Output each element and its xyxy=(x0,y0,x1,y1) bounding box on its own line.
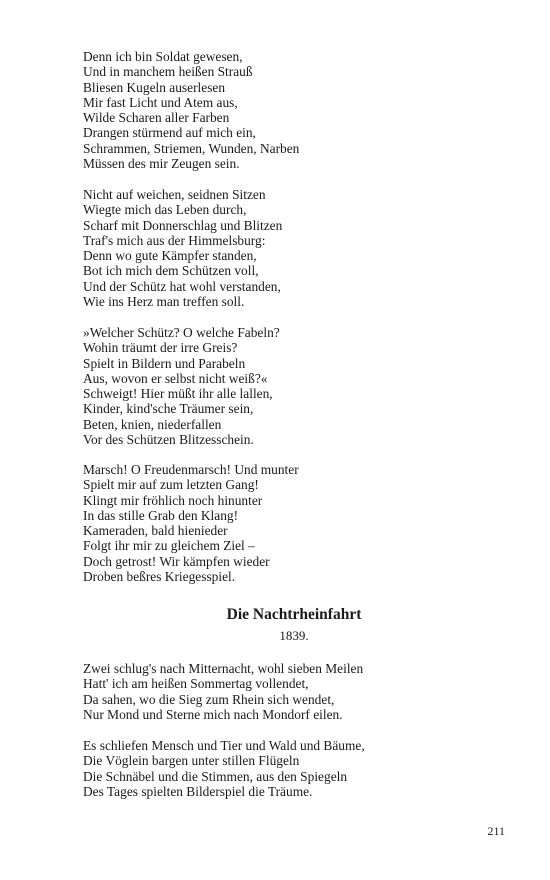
poem-title: Die Nachtrheinfahrt xyxy=(226,606,362,623)
verse-line: Marsch! O Freudenmarsch! Und munter xyxy=(83,462,299,477)
verse-line: Schrammen, Striemen, Wunden, Narben xyxy=(83,140,300,156)
verse-line: Und der Schütz hat wohl verstanden, xyxy=(83,278,281,294)
stanza xyxy=(83,738,513,799)
verse-line: Kameraden, bald hienieder xyxy=(83,523,228,539)
verse-line: Bliesen Kugeln auserlesen xyxy=(83,79,226,95)
verse-line: Und in manchem heißen Strauß xyxy=(83,64,253,80)
verse-line: Wohin träumt der irre Greis? xyxy=(83,340,238,356)
verse-line: Droben beßres Kriegesspiel. xyxy=(83,569,236,585)
stanza xyxy=(83,325,513,447)
verse-line: Denn wo gute Kämpfer standen, xyxy=(83,248,257,264)
verse-line: Scharf mit Donnerschlag und Blitzen xyxy=(83,217,283,233)
verse-line: Bot ich mich dem Schützen voll, xyxy=(83,263,259,279)
verse-line: Zwei schlug's nach Mitternacht, wohl sieben Meilen xyxy=(83,661,364,676)
verse-line: Folgt ihr mir zu gleichem Ziel – xyxy=(83,538,255,554)
verse-line: Beten, knien, niederfallen xyxy=(83,416,222,432)
stanza xyxy=(83,187,513,309)
verse-line: Da sahen, wo die Sieg zum Rhein sich wendet, xyxy=(83,691,335,707)
verse-line: Vor des Schützen Blitzesschein. xyxy=(83,432,254,448)
verse-line: Nicht auf weichen, seidnen Sitzen xyxy=(83,187,266,202)
stanza xyxy=(83,661,513,722)
stanza xyxy=(83,49,513,171)
verse-line: Mir fast Licht und Atem aus, xyxy=(83,94,238,110)
verse-line: Wie ins Herz man treffen soll. xyxy=(83,294,245,310)
verse-line: »Welcher Schütz? O welche Fabeln? xyxy=(83,325,280,340)
verse-line: Spielt in Bildern und Parabeln xyxy=(83,355,246,371)
verse-line: Die Schnäbel und die Stimmen, aus den Spiegeln xyxy=(83,768,348,784)
verse-line: Wiegte mich das Leben durch, xyxy=(83,202,247,218)
poem-year: 1839. xyxy=(279,628,309,643)
verse-line: Des Tages spielten Bilderspiel die Träume. xyxy=(83,783,313,799)
verse-line: Klingt mir fröhlich noch hinunter xyxy=(83,492,263,508)
verse-line: Traf's mich aus der Himmelsburg: xyxy=(83,232,266,248)
page-number: 211 xyxy=(487,824,505,838)
verse-line: Doch getrost! Wir kämpfen wieder xyxy=(83,553,270,569)
verse-line: Aus, wovon er selbst nicht weiß?« xyxy=(83,370,268,386)
verse-line: Denn ich bin Soldat gewesen, xyxy=(83,49,243,64)
verse-line: Schweigt! Hier müßt ihr alle lallen, xyxy=(83,386,273,402)
verse-line: Müssen des mir Zeugen sein. xyxy=(83,156,240,172)
verse-line: Kinder, kind'sche Träumer sein, xyxy=(83,401,254,417)
verse-line: Hatt' ich am heißen Sommertag vollendet, xyxy=(83,676,309,692)
verse-line: In das stille Grab den Klang! xyxy=(83,507,239,523)
verse-line: Drangen stürmend auf mich ein, xyxy=(83,125,256,141)
verse-line: Die Vöglein bargen unter stillen Flügeln xyxy=(83,753,300,769)
verse-line: Nur Mond und Sterne mich nach Mondorf eilen. xyxy=(83,706,343,722)
verse-line: Es schliefen Mensch und Tier und Wald und Bäume, xyxy=(83,738,365,753)
verse-line: Wilde Scharen aller Farben xyxy=(83,110,230,126)
verse-line: Spielt mir auf zum letzten Gang! xyxy=(83,477,259,493)
stanza xyxy=(83,462,513,584)
